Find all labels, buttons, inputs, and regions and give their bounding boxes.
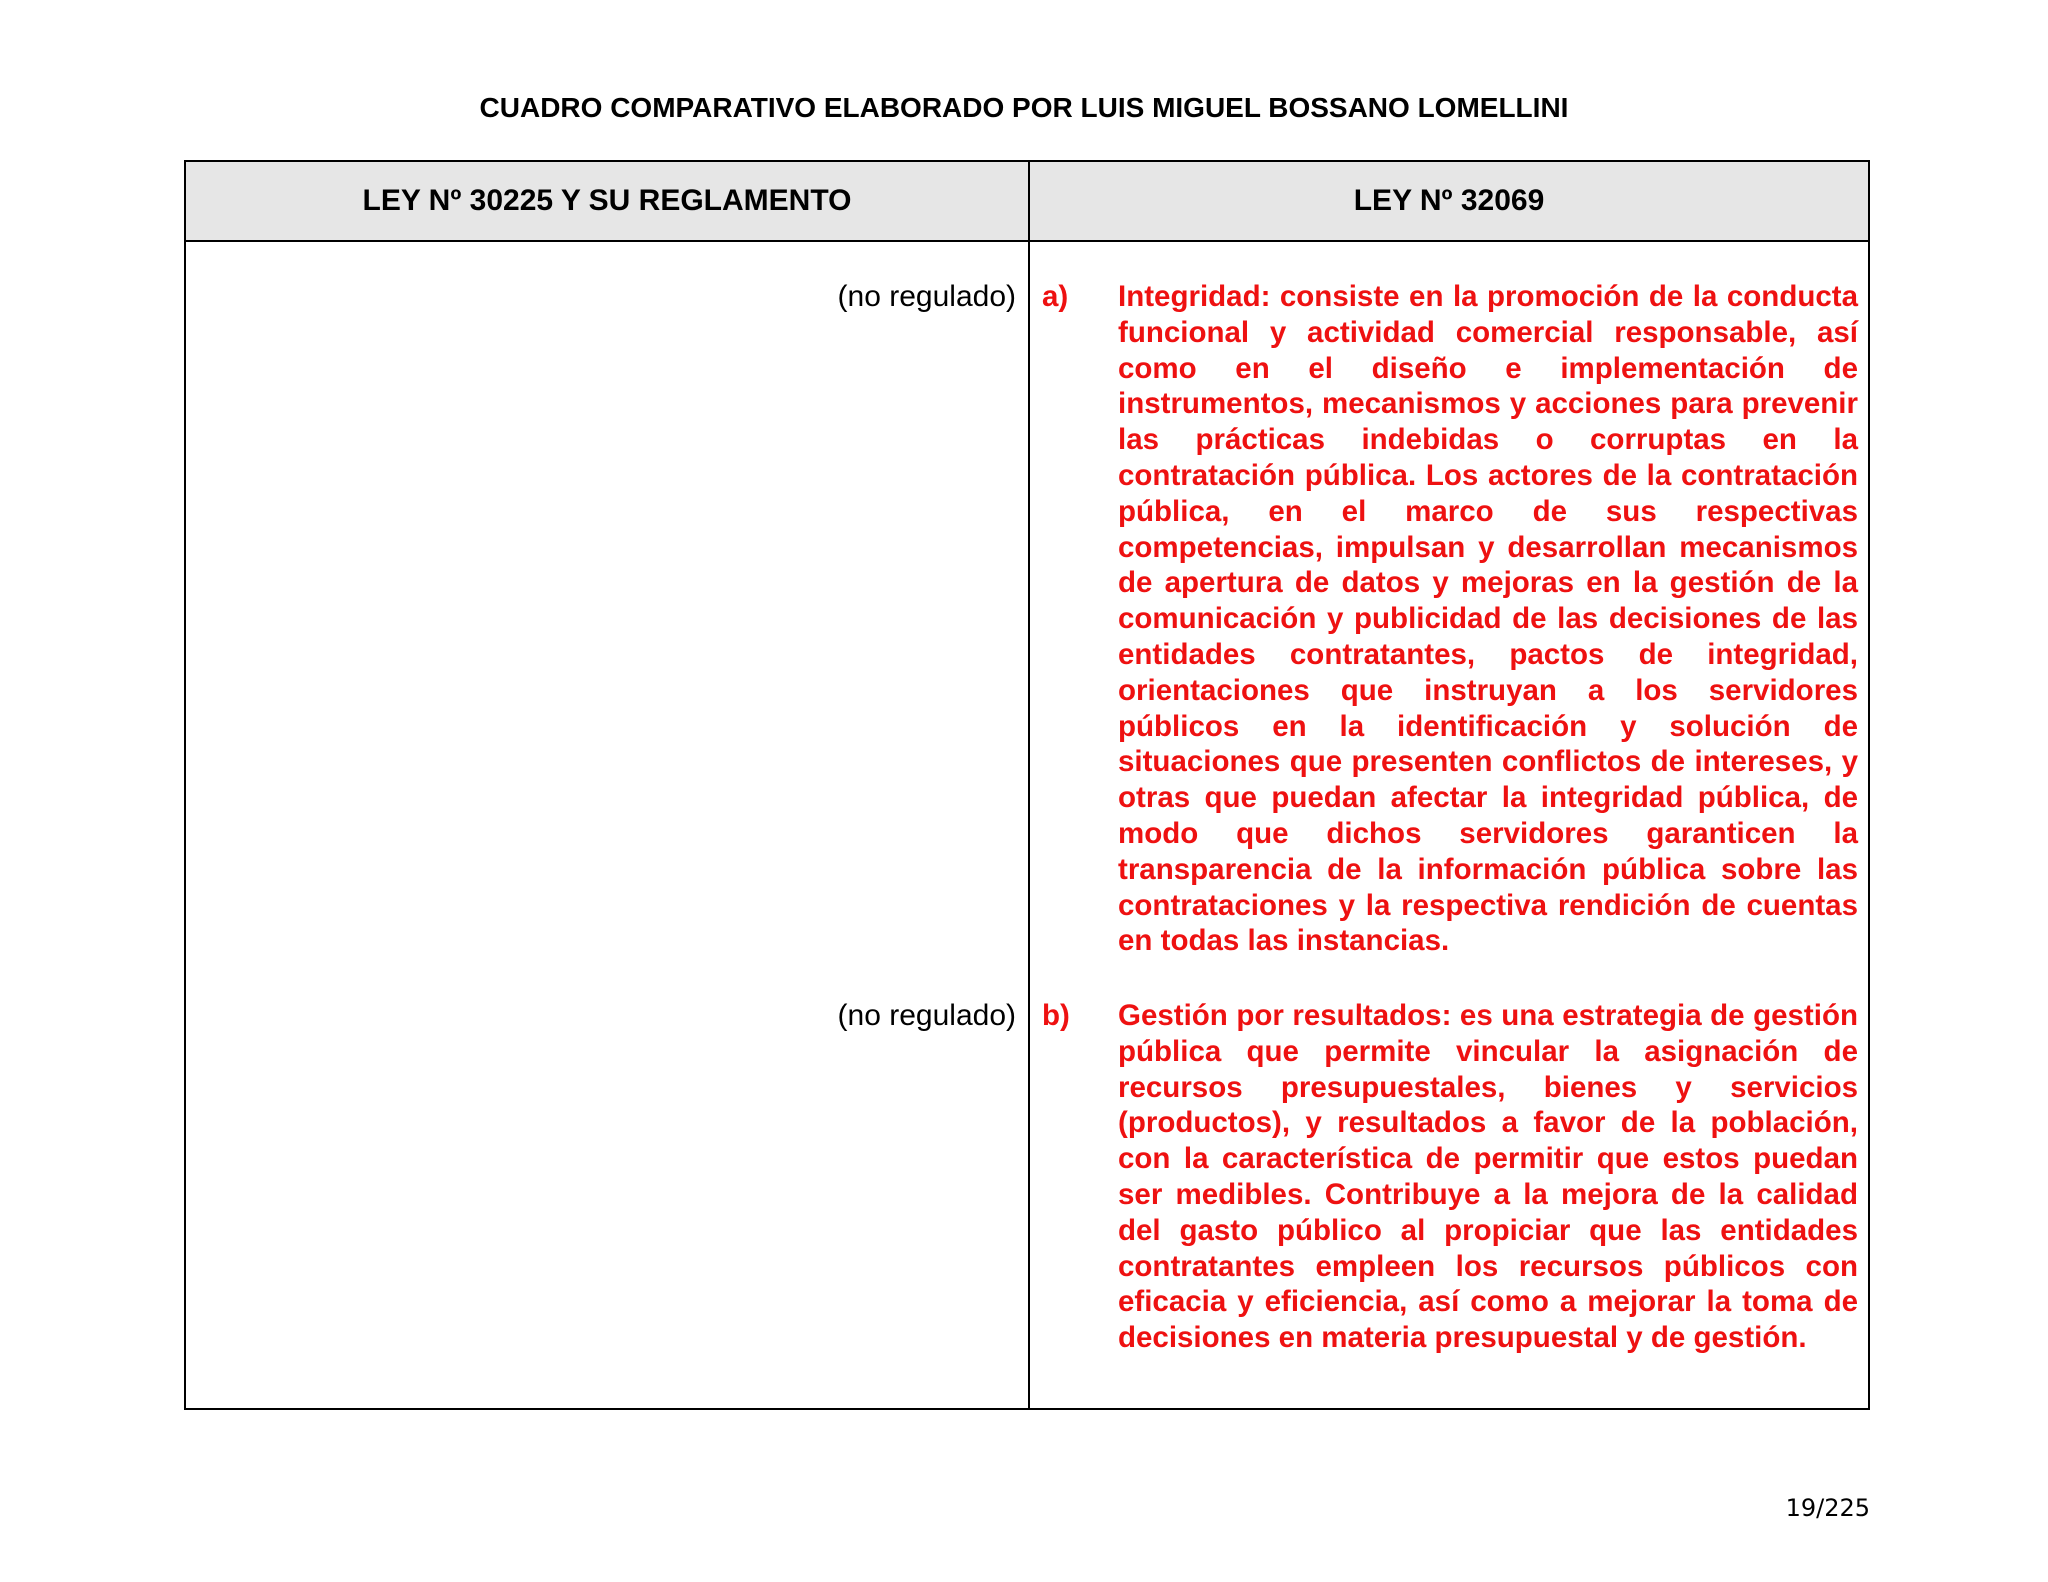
header-ley-30225: LEY Nº 30225 Y SU REGLAMENTO [362, 184, 852, 217]
comparison-table [184, 160, 1870, 1410]
item-b-text [1042, 998, 1858, 1356]
row-b-left-cell: (no regulado) [837, 999, 1016, 1032]
item-a-body: Integridad: consiste en la promoción de la conducta funcional y actividad comercial responsable, así como en el diseño e implementación de instrumentos, mecanismos y acciones para prevenir las prácticas indebidas o corruptas en la contratación pública. Los actores de la contratación pública, en el marco de sus respectivas competencias, impulsan y desarrollan mecanismos de apertura de datos y mejoras en la gestión de la comunicación y publicidad de las decisiones de las entidades contratantes, pactos de integridad, orientaciones que instruyan a los servidores públicos en la identificación y solución de situaciones que presenten conflictos de intereses, y otras que puedan afectar la integridad pública, de modo que dichos servidores garanticen la transparencia de la información pública sobre las contrataciones y la respectiva rendición de cuentas en todas las instancias. [1118, 280, 1858, 958]
item-b-marker: b) [1042, 999, 1070, 1032]
column-divider [1028, 162, 1030, 1408]
table-header-row [186, 162, 1868, 242]
row-b-right-cell [1042, 998, 1858, 1356]
item-a-marker: a) [1042, 280, 1069, 313]
row-a-left-cell: (no regulado) [837, 280, 1016, 313]
document-title: CUADRO COMPARATIVO ELABORADO POR LUIS MIGUEL BOSSANO LOMELLINI [479, 92, 1569, 123]
header-ley-32069: LEY Nº 32069 [1353, 184, 1545, 217]
page-number: 19/225 [1785, 1494, 1870, 1522]
item-a-text [1042, 279, 1858, 959]
item-b-body: Gestión por resultados: es una estrategia de gestión pública que permite vincular la asignación de recursos presupuestales, bienes y servicios (productos), y resultados a favor de la población, con la característica de permitir que estos puedan ser medibles. Contribuye a la mejora de la calidad del gasto público al propiciar que las entidades contratantes empleen los recursos públicos con eficacia y eficiencia, así como a mejorar la toma de decisiones en materia presupuestal y de gestión. [1118, 999, 1858, 1355]
row-a-right-cell [1042, 279, 1858, 959]
